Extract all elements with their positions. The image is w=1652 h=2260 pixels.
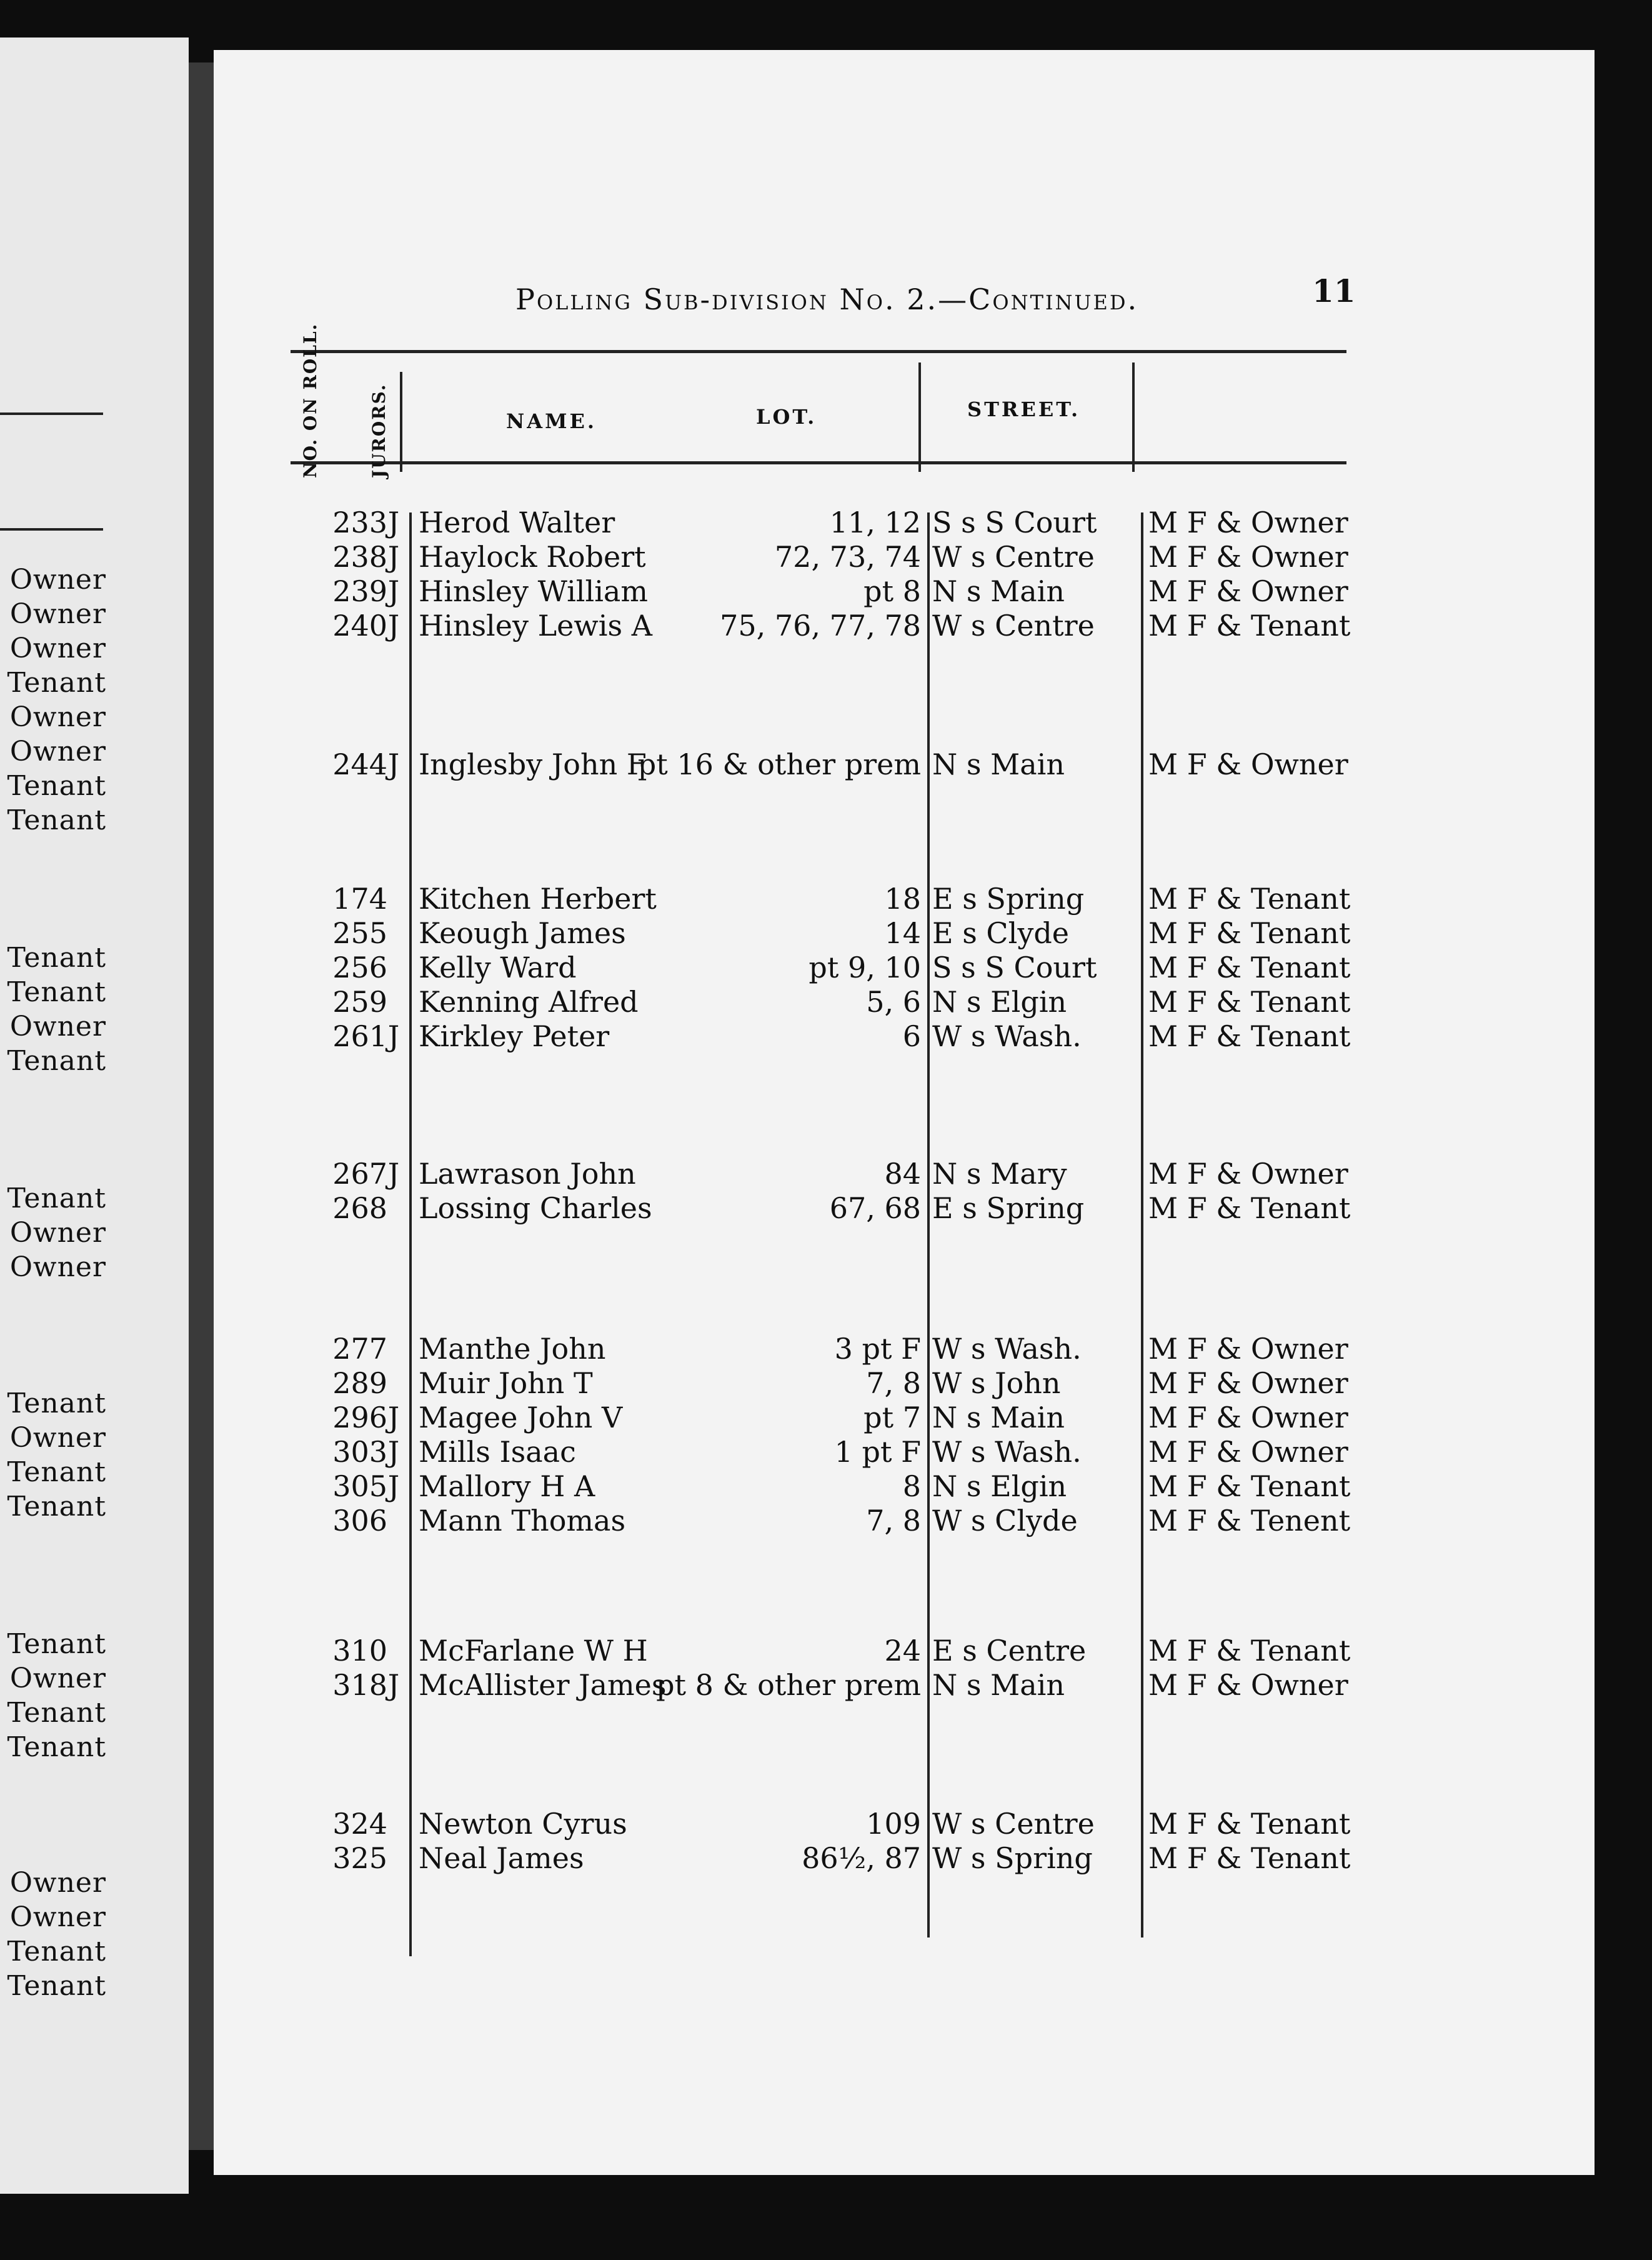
juror-mark: J bbox=[387, 574, 400, 608]
lot-number: 8 bbox=[902, 1469, 921, 1503]
table-row bbox=[0, 747, 1652, 782]
lot-number: pt 8 & other prem bbox=[656, 1668, 921, 1702]
roll-number: 244 bbox=[332, 748, 387, 781]
lot-number: pt 16 & other prem bbox=[637, 748, 921, 781]
voter-name: Lawrason John bbox=[419, 1157, 636, 1191]
voter-name: Kirkley Peter bbox=[419, 1019, 610, 1053]
table-row bbox=[0, 916, 1652, 951]
street-address: W s John bbox=[932, 1366, 1061, 1400]
street-address: W s Wash. bbox=[932, 1332, 1082, 1366]
juror-mark: J bbox=[387, 1157, 400, 1191]
roll-number: 306 bbox=[332, 1504, 387, 1538]
voter-name: Mallory H A bbox=[419, 1469, 595, 1503]
lot-number: 72, 73, 74 bbox=[774, 540, 921, 574]
header-jurors: JURORS. bbox=[369, 383, 389, 478]
lot-number: 1 pt F bbox=[834, 1435, 921, 1469]
voter-name: Manthe John bbox=[419, 1332, 606, 1366]
header-street: STREET. bbox=[967, 398, 1081, 421]
roll-number: 318 bbox=[332, 1668, 387, 1702]
street-address: N s Mary bbox=[932, 1157, 1067, 1191]
property-status: M F & Tenant bbox=[1148, 1469, 1351, 1503]
left-entry: Owner bbox=[9, 1662, 106, 1694]
left-entry: Tenant bbox=[7, 1491, 106, 1522]
left-entry: Owner bbox=[9, 1867, 106, 1899]
property-status: M F & Owner bbox=[1148, 1366, 1348, 1400]
lot-number: 6 bbox=[902, 1019, 921, 1053]
table-row bbox=[0, 1633, 1652, 1668]
lot-number: 86½, 87 bbox=[802, 1841, 921, 1875]
voter-name: Herod Walter bbox=[419, 506, 615, 539]
roll-number: 296 bbox=[332, 1401, 387, 1434]
left-entry: Owner bbox=[9, 701, 106, 733]
table-row bbox=[0, 1400, 1652, 1435]
roll-number: 325 bbox=[332, 1841, 387, 1875]
property-status: M F & Owner bbox=[1148, 748, 1348, 781]
voter-name: Mann Thomas bbox=[419, 1504, 626, 1538]
voter-name: Neal James bbox=[419, 1841, 584, 1875]
left-entry: Owner bbox=[9, 1011, 106, 1042]
property-status: M F & Tenant bbox=[1148, 985, 1351, 1019]
juror-mark: J bbox=[387, 506, 400, 539]
table-row bbox=[0, 1331, 1652, 1366]
roll-number: 238 bbox=[332, 540, 387, 574]
column-divider bbox=[918, 362, 921, 472]
roll-number: 240 bbox=[332, 609, 387, 642]
street-address: S s S Court bbox=[932, 951, 1097, 984]
roll-number: 259 bbox=[332, 985, 387, 1019]
table-row bbox=[0, 1191, 1652, 1226]
voter-name: Inglesby John F bbox=[419, 748, 647, 781]
table-row bbox=[0, 1668, 1652, 1702]
page-number: 11 bbox=[1312, 272, 1356, 309]
street-address: W s Centre bbox=[932, 540, 1095, 574]
roll-number: 174 bbox=[332, 882, 387, 916]
lot-number: 109 bbox=[866, 1807, 921, 1841]
left-entry: Owner bbox=[9, 1251, 106, 1283]
left-entry: Owner bbox=[9, 632, 106, 664]
lot-number: 24 bbox=[884, 1634, 921, 1668]
property-status: M F & Owner bbox=[1148, 1668, 1348, 1702]
voter-name: Hinsley William bbox=[419, 574, 648, 608]
table-row bbox=[0, 1156, 1652, 1191]
lot-number: 3 pt F bbox=[834, 1332, 921, 1366]
table-row bbox=[0, 950, 1652, 985]
roll-number: 268 bbox=[332, 1191, 387, 1225]
roll-number: 303 bbox=[332, 1435, 387, 1469]
street-address: E s Clyde bbox=[932, 916, 1069, 950]
lot-number: 5, 6 bbox=[866, 985, 921, 1019]
left-entry: Tenant bbox=[7, 1936, 106, 1968]
table-row bbox=[0, 1366, 1652, 1401]
juror-mark: J bbox=[387, 748, 400, 781]
voter-name: Hinsley Lewis A bbox=[419, 609, 652, 642]
left-entry: Tenant bbox=[7, 1456, 106, 1488]
property-status: M F & Owner bbox=[1148, 574, 1348, 608]
street-address: S s S Court bbox=[932, 506, 1097, 539]
juror-mark: J bbox=[387, 540, 400, 574]
roll-number: 267 bbox=[332, 1157, 387, 1191]
left-entry: Owner bbox=[9, 736, 106, 768]
roll-number: 310 bbox=[332, 1634, 387, 1668]
left-entry: Owner bbox=[9, 1217, 106, 1249]
table-row bbox=[0, 1434, 1652, 1469]
roll-number: 233 bbox=[332, 506, 387, 539]
voter-name: Kitchen Herbert bbox=[419, 882, 657, 916]
table-row bbox=[0, 539, 1652, 574]
left-entry: Owner bbox=[9, 564, 106, 596]
table-row bbox=[0, 1469, 1652, 1504]
column-divider bbox=[1132, 362, 1135, 472]
street-address: N s Main bbox=[932, 1668, 1065, 1702]
property-status: M F & Tenant bbox=[1148, 1634, 1351, 1668]
roll-number: 305 bbox=[332, 1469, 387, 1503]
property-status: M F & Tenent bbox=[1148, 1504, 1351, 1538]
roll-number: 255 bbox=[332, 916, 387, 950]
juror-mark: J bbox=[387, 1435, 400, 1469]
roll-number: 261 bbox=[332, 1019, 387, 1053]
header-top-rule bbox=[291, 350, 1346, 353]
lot-number: pt 7 bbox=[863, 1401, 921, 1434]
juror-mark: J bbox=[387, 1469, 400, 1503]
juror-mark: J bbox=[387, 1019, 400, 1053]
roll-number: 239 bbox=[332, 574, 387, 608]
voter-name: McAllister James bbox=[419, 1668, 667, 1702]
left-entry: Tenant bbox=[7, 1182, 106, 1214]
left-entry: Tenant bbox=[7, 804, 106, 836]
roll-number: 277 bbox=[332, 1332, 387, 1366]
property-status: M F & Owner bbox=[1148, 1401, 1348, 1434]
lot-number: 18 bbox=[884, 882, 921, 916]
property-status: M F & Tenant bbox=[1148, 1191, 1351, 1225]
street-address: E s Centre bbox=[932, 1634, 1087, 1668]
voter-name: Newton Cyrus bbox=[419, 1807, 627, 1841]
page-title: Polling Sub-division No. 2.—Continued. bbox=[515, 282, 1139, 316]
property-status: M F & Owner bbox=[1148, 540, 1348, 574]
street-address: E s Spring bbox=[932, 1191, 1085, 1225]
table-row bbox=[0, 1503, 1652, 1538]
property-status: M F & Owner bbox=[1148, 1435, 1348, 1469]
voter-name: Magee John V bbox=[419, 1401, 623, 1434]
juror-mark: J bbox=[387, 609, 400, 642]
lot-number: 7, 8 bbox=[866, 1366, 921, 1400]
left-entry: Tenant bbox=[7, 942, 106, 974]
voter-name: Kenning Alfred bbox=[419, 985, 639, 1019]
street-address: W s Wash. bbox=[932, 1019, 1082, 1053]
left-entry: Owner bbox=[9, 1422, 106, 1454]
voter-name: Keough James bbox=[419, 916, 626, 950]
left-entry: Tenant bbox=[7, 1628, 106, 1660]
street-address: N s Elgin bbox=[932, 1469, 1067, 1503]
street-address: N s Main bbox=[932, 1401, 1065, 1434]
street-address: E s Spring bbox=[932, 882, 1085, 916]
property-status: M F & Owner bbox=[1148, 1157, 1348, 1191]
header-name: NAME. bbox=[506, 409, 597, 433]
table-row bbox=[0, 984, 1652, 1019]
lot-number: 75, 76, 77, 78 bbox=[720, 609, 921, 642]
lot-number: pt 8 bbox=[863, 574, 921, 608]
table-row bbox=[0, 881, 1652, 916]
property-status: M F & Tenant bbox=[1148, 1019, 1351, 1053]
name-column-rule bbox=[409, 512, 412, 1956]
property-status: M F & Owner bbox=[1148, 506, 1348, 539]
lot-number: 7, 8 bbox=[866, 1504, 921, 1538]
voter-name: Kelly Ward bbox=[419, 951, 577, 984]
lot-number: pt 9, 10 bbox=[809, 951, 921, 984]
juror-mark: J bbox=[387, 1668, 400, 1702]
table-row bbox=[0, 1841, 1652, 1876]
voter-name: McFarlane W H bbox=[419, 1634, 648, 1668]
left-entry: Tenant bbox=[7, 976, 106, 1008]
property-status: M F & Tenant bbox=[1148, 1841, 1351, 1875]
property-status: M F & Tenant bbox=[1148, 609, 1351, 642]
left-entry: Tenant bbox=[7, 1388, 106, 1419]
lot-number: 11, 12 bbox=[829, 506, 921, 539]
left-entry: Owner bbox=[9, 1901, 106, 1933]
street-address: W s Spring bbox=[932, 1841, 1093, 1875]
header-lot: LOT. bbox=[756, 405, 817, 429]
table-row bbox=[0, 1806, 1652, 1841]
street-address: W s Centre bbox=[932, 609, 1095, 642]
left-entry: Owner bbox=[9, 598, 106, 630]
table-row bbox=[0, 505, 1652, 540]
property-status: M F & Tenant bbox=[1148, 916, 1351, 950]
lot-number: 14 bbox=[884, 916, 921, 950]
roll-number: 324 bbox=[332, 1807, 387, 1841]
table-row bbox=[0, 1019, 1652, 1054]
left-page-rule bbox=[0, 412, 103, 415]
street-address: W s Clyde bbox=[932, 1504, 1078, 1538]
property-status: M F & Owner bbox=[1148, 1332, 1348, 1366]
lot-number: 67, 68 bbox=[829, 1191, 921, 1225]
column-divider bbox=[400, 372, 402, 472]
street-address: W s Wash. bbox=[932, 1435, 1082, 1469]
header-bottom-rule bbox=[291, 461, 1346, 464]
left-entry: Tenant bbox=[7, 1045, 106, 1077]
left-entry: Tenant bbox=[7, 1697, 106, 1729]
roll-number: 289 bbox=[332, 1366, 387, 1400]
left-entry: Tenant bbox=[7, 667, 106, 699]
street-address: N s Elgin bbox=[932, 985, 1067, 1019]
voter-name: Mills Isaac bbox=[419, 1435, 576, 1469]
juror-mark: J bbox=[387, 1401, 400, 1434]
lot-number: 84 bbox=[884, 1157, 921, 1191]
left-entry: Tenant bbox=[7, 770, 106, 802]
roll-number: 256 bbox=[332, 951, 387, 984]
voter-name: Lossing Charles bbox=[419, 1191, 652, 1225]
left-entry: Tenant bbox=[7, 1970, 106, 2002]
property-status: M F & Tenant bbox=[1148, 1807, 1351, 1841]
street-address: N s Main bbox=[932, 574, 1065, 608]
property-status: M F & Tenant bbox=[1148, 951, 1351, 984]
voter-name: Haylock Robert bbox=[419, 540, 646, 574]
voter-name: Muir John T bbox=[419, 1366, 593, 1400]
street-address: N s Main bbox=[932, 748, 1065, 781]
street-address: W s Centre bbox=[932, 1807, 1095, 1841]
table-row bbox=[0, 574, 1652, 609]
left-entry: Tenant bbox=[7, 1731, 106, 1763]
property-status: M F & Tenant bbox=[1148, 882, 1351, 916]
table-row bbox=[0, 608, 1652, 643]
header-no-on-roll: NO. ON ROLL. bbox=[300, 322, 321, 478]
